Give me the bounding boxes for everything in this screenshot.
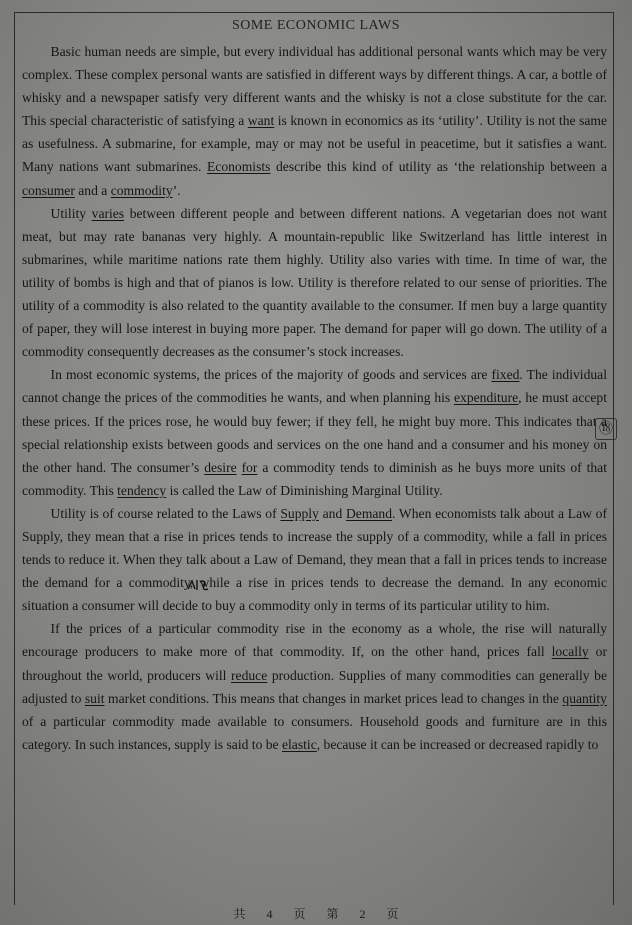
text-run: production. Supplies of many commodities can generally be adjusted to <box>22 667 607 706</box>
underlined-word: varies <box>91 205 125 221</box>
text-run: is called the Law of Diminishing Marginal Utility. <box>166 482 443 498</box>
text-run: of a particular commodity made available to consumers. Household goods and furniture are in this category. In such instances, supply is said to be <box>22 713 607 752</box>
text-run: Utility <box>50 205 92 221</box>
text-run: between different people and between different nations. A vegetarian does not want meat, but may rate bananas very highly. A mountain-republic like Switzerland has little interest in submarines, while maritime nations rate them highly. Utility also varies with time. In time of war, the utility of bombs is high and that of pianos is low. Utility is therefore related to our sense of priorities. The utility of a commodity is also related to the quantity available to the consumer. If men buy a large quantity of paper, they will lose interest in buying more paper. The demand for paper will go down. The utility of a commodity consequently decreases as the consumer’s stock increases. <box>22 205 607 360</box>
underlined-word: consumer <box>22 182 75 198</box>
underlined-word: commodity <box>110 182 173 198</box>
text-run: Basic human needs are simple, but every individual has additional personal wants which may be very complex. These complex personal wants are satisfied in different ways by different things. A car, a bottle of whisky and a newspaper satisfy very different wants and the whisky is not a close substitute for the car. This special characteristic of satisfying a <box>22 44 607 129</box>
text-run: Utility is of course related to the Laws of <box>50 505 281 521</box>
underlined-word: want <box>247 113 275 129</box>
page-footer: 共 4 页 第 2 页 <box>233 907 399 921</box>
underlined-word: quantity <box>562 690 607 706</box>
underlined-word: Economists <box>207 159 271 175</box>
paragraph <box>22 40 607 202</box>
text-run: describe this kind of utility as ‘the relationship between a <box>270 159 607 175</box>
underlined-word: elastic <box>282 736 317 752</box>
page-title: SOME ECONOMIC LAWS <box>231 18 401 33</box>
underlined-word: for <box>241 459 258 475</box>
text-run: or throughout the world, producers will <box>22 644 607 683</box>
text-run: a commodity tends to diminish as he buys more units of that commodity. This <box>22 459 607 498</box>
text-run: , he must accept these prices. If the prices rose, he would buy fewer; if they fell, he might buy more. This indicates that a special relationship exists between goods and services on the one hand and a consumer and his money on the other hand. The consumer’s <box>22 390 607 475</box>
paragraph <box>22 617 607 756</box>
article-body <box>22 40 607 756</box>
text-run: , because it can be increased or decreased rapidly to <box>316 736 599 752</box>
text-run: . When economists talk about a Law of Supply, they mean that a rise in prices tends to increase the supply of a commodity, while a fall in prices tends to reduce it. When they talk about a Law of Demand, they mean that a fall in prices tends to increase the demand for a commodity, while a rise in prices tends to decrease the demand. In any economic situation a consumer will decide to buy a commodity only in terms of its particular utility to him. <box>22 505 607 614</box>
paragraph <box>22 202 607 364</box>
underlined-word: Demand <box>345 505 393 521</box>
underlined-word: reduce <box>231 667 268 683</box>
underlined-word: locally <box>551 644 589 660</box>
text-run: and a <box>74 182 111 198</box>
underlined-word: fixed <box>491 367 520 383</box>
underlined-word: expenditure <box>454 390 519 406</box>
underlined-word: suit <box>84 690 105 706</box>
text-run: . The individual cannot change the prices of the commodities he wants, and when planning his <box>22 367 607 406</box>
handwritten-scribble <box>186 577 210 593</box>
margin-note: ⑱ <box>595 418 617 440</box>
text-run: ’. <box>172 182 181 198</box>
underlined-word: tendency <box>117 482 167 498</box>
text-run: In most economic systems, the prices of the majority of goods and services are <box>50 367 492 383</box>
underlined-word: Supply <box>280 505 319 521</box>
paragraph <box>22 363 607 502</box>
text-run: is known in economics as its ‘utility’. Utility is not the same as usefulness. A submarine, for example, may or may not be useful in peacetime, but it satisfies a want. Many nations want submarines. <box>22 113 607 175</box>
paragraph <box>22 502 607 617</box>
text-run: and <box>318 505 346 521</box>
text-run: market conditions. This means that changes in market prices lead to changes in the <box>104 690 563 706</box>
underlined-word: desire <box>204 459 237 475</box>
text-run: If the prices of a particular commodity rise in the economy as a whole, the rise will naturally encourage producers to make more of that commodity. If, on the other hand, prices fall <box>22 621 607 660</box>
